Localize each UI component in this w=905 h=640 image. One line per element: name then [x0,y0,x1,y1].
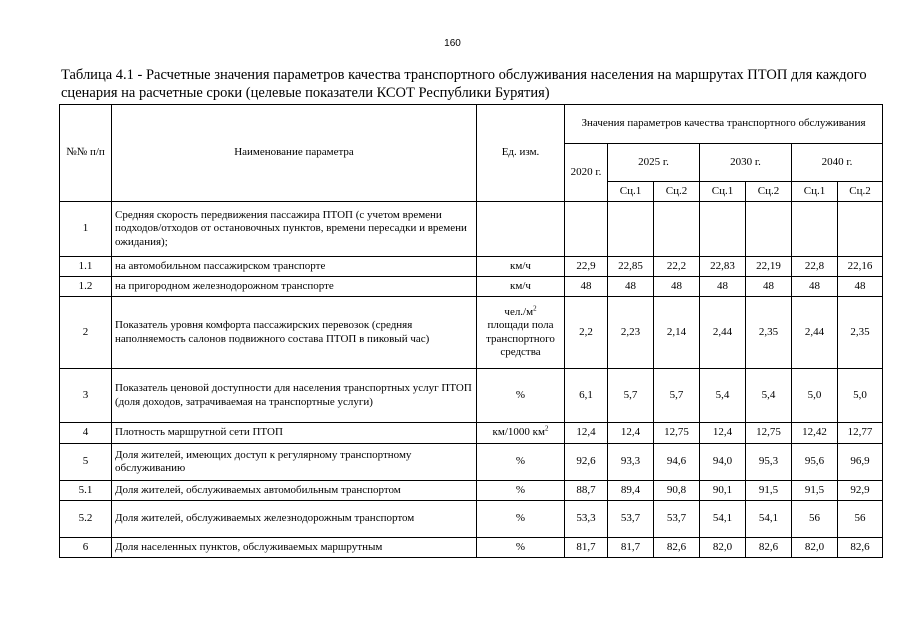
value-2020: 22,9 [565,257,608,277]
value-2025-sc2: 94,6 [654,444,700,481]
header-2025-sc2: Сц.2 [654,182,700,202]
value-2040-sc1: 48 [792,277,838,297]
value-2040-sc2: 82,6 [838,538,883,558]
row-name: на автомобильном пассажирском транспорте [112,257,477,277]
value-2040-sc1: 5,0 [792,369,838,423]
value-2040-sc2: 92,9 [838,481,883,501]
value-2020: 2,2 [565,297,608,369]
unit-text: км/1000 км [492,426,545,439]
row-num: 5.1 [60,481,112,501]
value-2025-sc1: 5,7 [608,369,654,423]
table-row [60,481,883,501]
value-2025-sc2 [654,202,700,257]
row-num: 4 [60,423,112,444]
row-num: 3 [60,369,112,423]
table-row [60,423,883,444]
value-2040-sc2: 48 [838,277,883,297]
row-name: Показатель ценовой доступности для населения транспортных услуг ПТОП (доля доходов, затрачиваемая на транспортные услуги) [112,369,477,423]
value-2020: 12,4 [565,423,608,444]
table-row [60,501,883,538]
value-2040-sc1: 91,5 [792,481,838,501]
value-2040-sc1: 12,42 [792,423,838,444]
value-2040-sc1: 56 [792,501,838,538]
value-2025-sc2: 90,8 [654,481,700,501]
header-2025-sc1: Сц.1 [608,182,654,202]
value-2030-sc2: 5,4 [746,369,792,423]
header-2030-sc2: Сц.2 [746,182,792,202]
value-2030-sc1: 12,4 [700,423,746,444]
value-2025-sc1: 2,23 [608,297,654,369]
row-name: Доля жителей, обслуживаемых железнодорожным транспортом [112,501,477,538]
value-2025-sc2: 12,75 [654,423,700,444]
value-2020: 53,3 [565,501,608,538]
value-2025-sc1: 48 [608,277,654,297]
value-2030-sc1: 82,0 [700,538,746,558]
table-row [60,297,883,369]
row-unit: % [477,369,565,423]
header-2040-sc1: Сц.1 [792,182,838,202]
value-2030-sc2: 48 [746,277,792,297]
value-2030-sc2: 95,3 [746,444,792,481]
value-2030-sc2: 22,19 [746,257,792,277]
row-num: 6 [60,538,112,558]
unit-text-continued: площади пола транспортного средства [486,319,555,358]
header-unit: Ед. изм. [477,105,565,202]
header-2040-sc2: Сц.2 [838,182,883,202]
row-num: 1.2 [60,277,112,297]
value-2030-sc2 [746,202,792,257]
value-2030-sc1: 5,4 [700,369,746,423]
row-name: Доля жителей, имеющих доступ к регулярному транспортному обслуживанию [112,444,477,481]
value-2020: 6,1 [565,369,608,423]
unit-superscript: 2 [544,424,549,433]
value-2040-sc2 [838,202,883,257]
row-unit [477,423,565,444]
value-2040-sc1 [792,202,838,257]
value-2025-sc1: 53,7 [608,501,654,538]
unit-text: чел./м [504,305,534,318]
row-name: Показатель уровня комфорта пассажирских перевозок (средняя наполняемость салонов подвижного состава ПТОП в пиковый час) [112,297,477,369]
row-unit: % [477,444,565,481]
row-num: 1.1 [60,257,112,277]
value-2030-sc1: 22,83 [700,257,746,277]
value-2040-sc2: 12,77 [838,423,883,444]
value-2025-sc1 [608,202,654,257]
row-name: Доля жителей, обслуживаемых автомобильным транспортом [112,481,477,501]
row-name: Доля населенных пунктов, обслуживаемых маршрутным [112,538,477,558]
header-values-group: Значения параметров качества транспортного обслуживания [565,105,883,144]
value-2030-sc2: 91,5 [746,481,792,501]
row-num: 5.2 [60,501,112,538]
value-2025-sc2: 82,6 [654,538,700,558]
value-2025-sc2: 22,2 [654,257,700,277]
row-unit: % [477,481,565,501]
value-2025-sc1: 81,7 [608,538,654,558]
value-2025-sc2: 5,7 [654,369,700,423]
header-year-2020: 2020 г. [565,144,608,202]
value-2030-sc1: 90,1 [700,481,746,501]
value-2030-sc1: 54,1 [700,501,746,538]
header-2030-sc1: Сц.1 [700,182,746,202]
table-caption: Таблица 4.1 - Расчетные значения параметров качества транспортного обслуживания населения на маршрутах ПТОП для каждого сценария на расчетные сроки (целевые показатели КСОТ Республики Бурятия) [61,67,867,101]
unit-superscript: 2 [533,303,537,312]
value-2040-sc1: 2,44 [792,297,838,369]
value-2025-sc1: 89,4 [608,481,654,501]
row-num: 5 [60,444,112,481]
value-2030-sc1: 2,44 [700,297,746,369]
parameters-table [59,104,883,558]
value-2040-sc1: 22,8 [792,257,838,277]
value-2040-sc2: 56 [838,501,883,538]
table-row [60,202,883,257]
value-2025-sc2: 48 [654,277,700,297]
row-unit: км/ч [477,257,565,277]
value-2030-sc1 [700,202,746,257]
row-unit: % [477,501,565,538]
row-num: 1 [60,202,112,257]
table-row [60,444,883,481]
header-num: №№ п/п [60,105,112,202]
page-number: 160 [444,38,461,49]
value-2020: 48 [565,277,608,297]
value-2025-sc1: 12,4 [608,423,654,444]
value-2040-sc2: 96,9 [838,444,883,481]
value-2030-sc2: 12,75 [746,423,792,444]
table-row [60,277,883,297]
row-unit: км/ч [477,277,565,297]
row-unit [477,297,565,369]
value-2040-sc2: 22,16 [838,257,883,277]
row-unit [477,202,565,257]
value-2030-sc1: 94,0 [700,444,746,481]
row-num: 2 [60,297,112,369]
row-name: Плотность маршрутной сети ПТОП [112,423,477,444]
table-row [60,538,883,558]
header-year-2025: 2025 г. [608,144,700,182]
value-2025-sc1: 93,3 [608,444,654,481]
value-2020 [565,202,608,257]
value-2030-sc2: 2,35 [746,297,792,369]
header-year-2030: 2030 г. [700,144,792,182]
header-year-2040: 2040 г. [792,144,883,182]
row-name: на пригородном железнодорожном транспорте [112,277,477,297]
value-2040-sc1: 82,0 [792,538,838,558]
value-2020: 81,7 [565,538,608,558]
value-2030-sc2: 54,1 [746,501,792,538]
value-2020: 88,7 [565,481,608,501]
value-2025-sc1: 22,85 [608,257,654,277]
header-row-1 [60,105,883,144]
value-2030-sc2: 82,6 [746,538,792,558]
header-name: Наименование параметра [112,105,477,202]
value-2020: 92,6 [565,444,608,481]
value-2040-sc1: 95,6 [792,444,838,481]
table-row [60,257,883,277]
row-unit: % [477,538,565,558]
value-2025-sc2: 2,14 [654,297,700,369]
value-2030-sc1: 48 [700,277,746,297]
table-row [60,369,883,423]
value-2040-sc2: 5,0 [838,369,883,423]
row-name: Средняя скорость передвижения пассажира ПТОП (с учетом времени подходов/отходов от остановочных пунктов, времени пересадки и времени ожидания); [112,202,477,257]
value-2040-sc2: 2,35 [838,297,883,369]
value-2025-sc2: 53,7 [654,501,700,538]
